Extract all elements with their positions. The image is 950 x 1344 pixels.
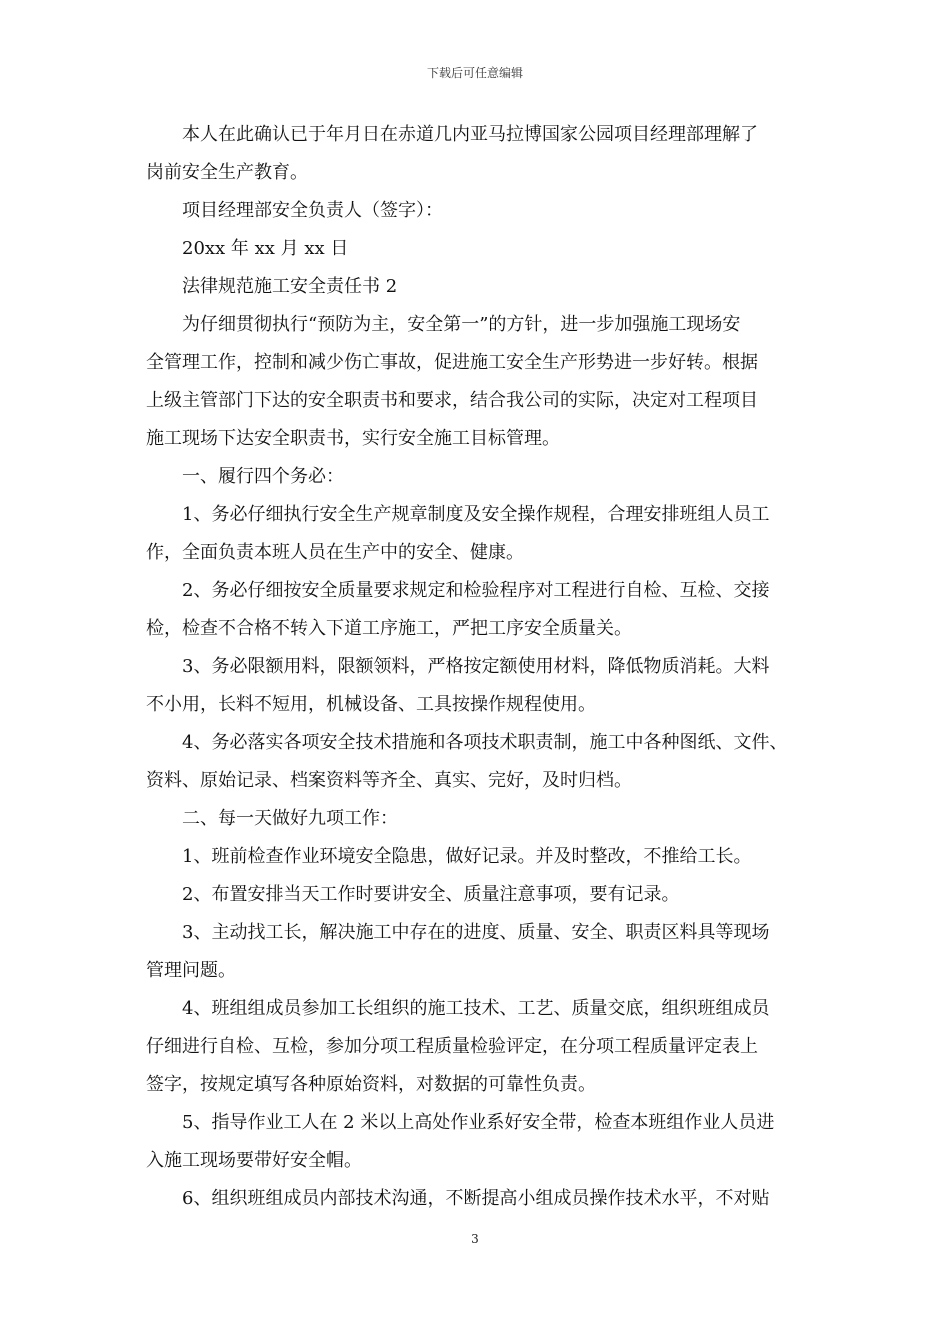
section-title: 法律规范施工安全责任书 2 <box>182 276 398 297</box>
must-4-line-2: 资料、原始记录、档案资料等齐全、真实、完好，及时归档。 <box>146 770 632 791</box>
task-3-line-2: 管理问题。 <box>146 960 236 981</box>
must-1-line-2: 作，全面负责本班人员在生产中的安全、健康。 <box>146 542 524 563</box>
must-1-line-1: 1、务必仔细执行安全生产规章制度及安全操作规程，合理安排班组人员工 <box>182 504 770 525</box>
date-line: 20xx 年 xx 月 xx 日 <box>182 238 349 259</box>
heading-four-musts: 一、履行四个务必： <box>182 466 344 487</box>
document-body <box>146 116 810 1218</box>
task-5-line-1: 5、指导作业工人在 2 米以上高处作业系好安全带，检查本班组作业人员进 <box>182 1112 775 1133</box>
signature-line: 项目经理部安全负责人（签字）： <box>182 200 443 221</box>
task-4-line-2: 仔细进行自检、互检，参加分项工程质量检验评定，在分项工程质量评定表上 <box>146 1036 758 1057</box>
paragraph-5-line-1: 为仔细贯彻执行“预防为主，安全第一”的方针，进一步加强施工现场安 <box>182 314 741 335</box>
task-6-line-1: 6、组织班组成员内部技术沟通，不断提高小组成员操作技术水平，不对贴 <box>182 1188 770 1209</box>
task-4-line-3: 签字，按规定填写各种原始资料，对数据的可靠性负责。 <box>146 1074 596 1095</box>
paragraph-1-line-2: 岗前安全生产教育。 <box>146 162 308 183</box>
task-1: 1、班前检查作业环境安全隐患，做好记录。并及时整改，不推给工长。 <box>182 846 752 867</box>
task-2: 2、布置安排当天工作时要讲安全、质量注意事项，要有记录。 <box>182 884 680 905</box>
must-2-line-2: 检，检查不合格不转入下道工序施工，严把工序安全质量关。 <box>146 618 632 639</box>
heading-nine-tasks: 二、每一天做好九项工作： <box>182 808 398 829</box>
paragraph-5-line-4: 施工现场下达安全职责书，实行安全施工目标管理。 <box>146 428 560 449</box>
task-5-line-2: 入施工现场要带好安全帽。 <box>146 1150 362 1171</box>
paragraph-5-line-2: 全管理工作，控制和减少伤亡事故，促进施工安全生产形势进一步好转。根据 <box>146 352 758 373</box>
must-3-line-2: 不小用，长料不短用，机械设备、工具按操作规程使用。 <box>146 694 596 715</box>
paragraph-1-line-1: 本人在此确认已于年月日在赤道几内亚马拉博国家公园项目经理部理解了 <box>182 124 758 145</box>
must-4-line-1: 4、务必落实各项安全技术措施和各项技术职责制，施工中各种图纸、文件、 <box>182 732 788 753</box>
must-3-line-1: 3、务必限额用料，限额领料，严格按定额使用材料，降低物质消耗。大料 <box>182 656 770 677</box>
task-3-line-1: 3、主动找工长，解决施工中存在的进度、质量、安全、职责区料具等现场 <box>182 922 770 943</box>
must-2-line-1: 2、务必仔细按安全质量要求规定和检验程序对工程进行自检、互检、交接 <box>182 580 770 601</box>
page-number: 3 <box>471 1232 479 1246</box>
page-header: 下载后可任意编辑 <box>426 66 523 80</box>
task-4-line-1: 4、班组组成员参加工长组织的施工技术、工艺、质量交底，组织班组成员 <box>182 998 770 1019</box>
paragraph-5-line-3: 上级主管部门下达的安全职责书和要求，结合我公司的实际，决定对工程项目 <box>146 390 758 411</box>
